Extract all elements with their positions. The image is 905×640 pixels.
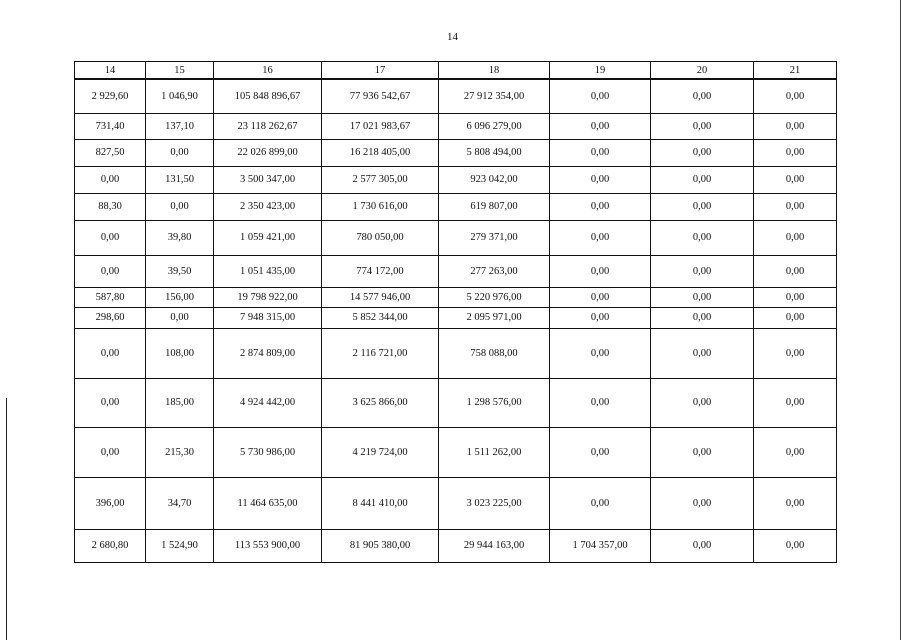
table-cell: 1 298 576,00: [439, 378, 550, 427]
table-cell: 137,10: [146, 113, 214, 139]
table-cell: 279 371,00: [439, 220, 550, 255]
table-cell: 0,00: [550, 255, 651, 287]
table-cell: 5 730 986,00: [214, 427, 322, 477]
table-cell: 81 905 380,00: [322, 529, 439, 562]
table-cell: 0,00: [754, 427, 837, 477]
table-cell: 0,00: [550, 328, 651, 378]
table-row: [75, 193, 837, 220]
table-cell: 0,00: [550, 166, 651, 193]
table-cell: 2 350 423,00: [214, 193, 322, 220]
table-cell: 39,80: [146, 220, 214, 255]
table-cell: 2 116 721,00: [322, 328, 439, 378]
table-cell: 396,00: [75, 477, 146, 529]
table-cell: 1 524,90: [146, 529, 214, 562]
table-cell: 0,00: [75, 427, 146, 477]
table-cell: 3 500 347,00: [214, 166, 322, 193]
table-cell: 156,00: [146, 287, 214, 307]
table-cell: 88,30: [75, 193, 146, 220]
page-edge-line: [900, 0, 901, 640]
column-header: 19: [550, 62, 651, 80]
table-cell: 0,00: [651, 427, 754, 477]
table-cell: 277 263,00: [439, 255, 550, 287]
table-cell: 27 912 354,00: [439, 79, 550, 113]
table-cell: 1 051 435,00: [214, 255, 322, 287]
column-header: 16: [214, 62, 322, 80]
table-row: [75, 529, 837, 562]
table-cell: 923 042,00: [439, 166, 550, 193]
page-edge-line: [6, 398, 7, 640]
table-cell: 14 577 946,00: [322, 287, 439, 307]
table-cell: 0,00: [75, 378, 146, 427]
table-cell: 19 798 922,00: [214, 287, 322, 307]
table-cell: 0,00: [651, 287, 754, 307]
table-cell: 108,00: [146, 328, 214, 378]
table-cell: 619 807,00: [439, 193, 550, 220]
table-cell: 0,00: [550, 287, 651, 307]
column-header: 20: [651, 62, 754, 80]
table-cell: 758 088,00: [439, 328, 550, 378]
table-cell: 77 936 542,67: [322, 79, 439, 113]
table-row: [75, 79, 837, 113]
table-cell: 0,00: [754, 529, 837, 562]
table-cell: 4 219 724,00: [322, 427, 439, 477]
table-cell: 0,00: [550, 113, 651, 139]
table-cell: 0,00: [651, 166, 754, 193]
table-cell: 22 026 899,00: [214, 139, 322, 166]
table-cell: 0,00: [754, 255, 837, 287]
table-cell: 5 808 494,00: [439, 139, 550, 166]
table-cell: 0,00: [651, 220, 754, 255]
table-cell: 11 464 635,00: [214, 477, 322, 529]
table-cell: 0,00: [651, 139, 754, 166]
table-cell: 0,00: [754, 328, 837, 378]
table-cell: 0,00: [146, 139, 214, 166]
table-cell: 29 944 163,00: [439, 529, 550, 562]
table-row: [75, 166, 837, 193]
table-row: [75, 113, 837, 139]
table-cell: 0,00: [651, 378, 754, 427]
table-cell: 2 095 971,00: [439, 307, 550, 328]
table-cell: 8 441 410,00: [322, 477, 439, 529]
table-cell: 0,00: [651, 255, 754, 287]
table-cell: 0,00: [550, 427, 651, 477]
table-cell: 0,00: [550, 79, 651, 113]
table-row: [75, 287, 837, 307]
table-cell: 0,00: [754, 139, 837, 166]
table-cell: 6 096 279,00: [439, 113, 550, 139]
table-cell: 0,00: [75, 220, 146, 255]
table-cell: 587,80: [75, 287, 146, 307]
table-cell: 0,00: [754, 166, 837, 193]
table-cell: 0,00: [754, 113, 837, 139]
table-cell: 7 948 315,00: [214, 307, 322, 328]
table-cell: 0,00: [754, 193, 837, 220]
table-cell: 34,70: [146, 477, 214, 529]
table-row: [75, 427, 837, 477]
table-cell: 0,00: [146, 193, 214, 220]
table-cell: 1 059 421,00: [214, 220, 322, 255]
table-cell: 0,00: [754, 220, 837, 255]
table-cell: 780 050,00: [322, 220, 439, 255]
table-row: [75, 307, 837, 328]
table-cell: 0,00: [754, 307, 837, 328]
table-cell: 1 730 616,00: [322, 193, 439, 220]
table-cell: 2 929,60: [75, 79, 146, 113]
table-cell: 0,00: [550, 139, 651, 166]
table-cell: 0,00: [651, 79, 754, 113]
table-cell: 0,00: [651, 477, 754, 529]
column-header: 17: [322, 62, 439, 80]
table-cell: 1 704 357,00: [550, 529, 651, 562]
table-cell: 0,00: [550, 220, 651, 255]
table-cell: 731,40: [75, 113, 146, 139]
table-cell: 215,30: [146, 427, 214, 477]
table-row: [75, 378, 837, 427]
table-cell: 0,00: [651, 193, 754, 220]
page-number: 14: [447, 31, 458, 43]
table-cell: 0,00: [754, 477, 837, 529]
table-cell: 0,00: [550, 477, 651, 529]
table-cell: 5 852 344,00: [322, 307, 439, 328]
table-cell: 23 118 262,67: [214, 113, 322, 139]
table-row: [75, 255, 837, 287]
table-cell: 0,00: [651, 307, 754, 328]
table-cell: 2 577 305,00: [322, 166, 439, 193]
table-cell: 4 924 442,00: [214, 378, 322, 427]
table-cell: 0,00: [550, 193, 651, 220]
table-cell: 185,00: [146, 378, 214, 427]
table-cell: 0,00: [651, 113, 754, 139]
table-cell: 105 848 896,67: [214, 79, 322, 113]
column-header: 14: [75, 62, 146, 80]
table-row: [75, 328, 837, 378]
table-cell: 0,00: [754, 287, 837, 307]
table-row: [75, 477, 837, 529]
column-header: 18: [439, 62, 550, 80]
table-cell: 2 874 809,00: [214, 328, 322, 378]
table-cell: 0,00: [651, 328, 754, 378]
table-cell: 3 625 866,00: [322, 378, 439, 427]
table-cell: 0,00: [550, 378, 651, 427]
table-cell: 3 023 225,00: [439, 477, 550, 529]
table-cell: 1 046,90: [146, 79, 214, 113]
table-cell: 39,50: [146, 255, 214, 287]
table-row: [75, 220, 837, 255]
table-cell: 16 218 405,00: [322, 139, 439, 166]
table-cell: 17 021 983,67: [322, 113, 439, 139]
table-cell: 827,50: [75, 139, 146, 166]
table-body: [75, 79, 837, 562]
table-cell: 0,00: [651, 529, 754, 562]
column-header: 15: [146, 62, 214, 80]
column-header: 21: [754, 62, 837, 80]
table-cell: 131,50: [146, 166, 214, 193]
table-cell: 0,00: [754, 378, 837, 427]
data-table: [74, 61, 837, 563]
header-row: [75, 62, 837, 80]
table-cell: 0,00: [75, 166, 146, 193]
table-cell: 298,60: [75, 307, 146, 328]
table-cell: 0,00: [75, 328, 146, 378]
table-cell: 5 220 976,00: [439, 287, 550, 307]
table-cell: 774 172,00: [322, 255, 439, 287]
table-cell: 0,00: [75, 255, 146, 287]
table-cell: 2 680,80: [75, 529, 146, 562]
table-cell: 0,00: [550, 307, 651, 328]
table-cell: 113 553 900,00: [214, 529, 322, 562]
table-cell: 1 511 262,00: [439, 427, 550, 477]
table-cell: 0,00: [146, 307, 214, 328]
table-cell: 0,00: [754, 79, 837, 113]
table-row: [75, 139, 837, 166]
